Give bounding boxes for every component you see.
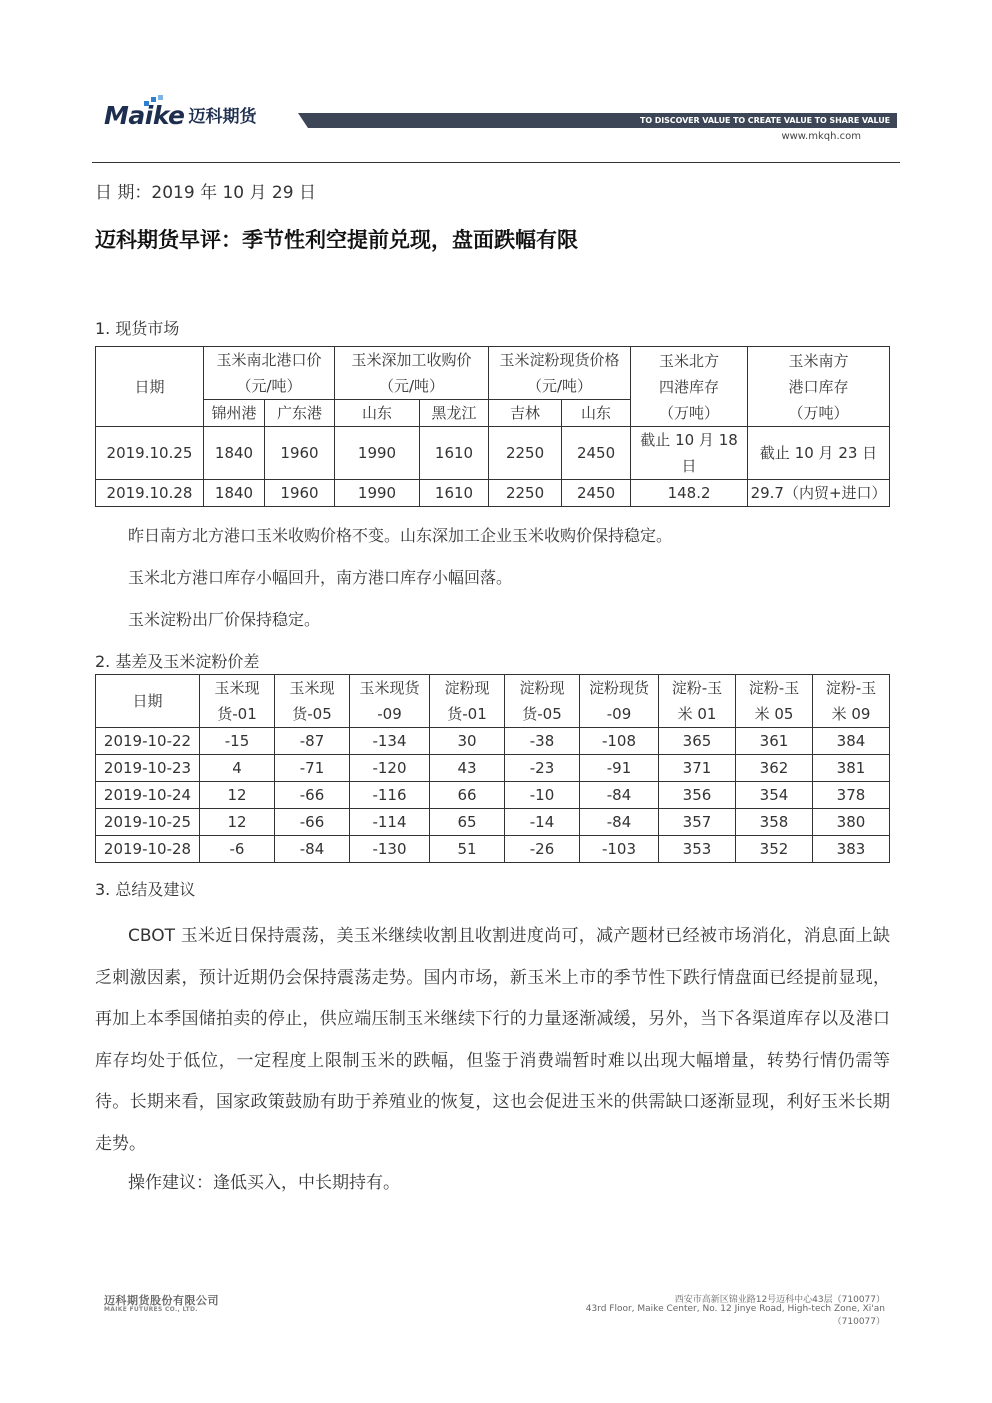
header-cell: 日期 [96, 347, 204, 427]
value-cell: -14 [505, 809, 580, 836]
date-cell: 2019-10-25 [96, 809, 200, 836]
header-cell [335, 347, 489, 400]
header-line: 玉米北方 [659, 351, 720, 370]
value-cell: 30 [430, 728, 505, 755]
value-cell: 2450 [562, 480, 631, 507]
table-row [96, 836, 890, 863]
value-cell: 371 [659, 755, 736, 782]
paragraph: 昨日南方北方港口玉米收购价格不变。山东深加工企业玉米收购价保持稳定。 [128, 526, 673, 545]
value-cell: 2250 [489, 480, 562, 507]
value-cell: 365 [659, 728, 736, 755]
value-cell: 378 [813, 782, 890, 809]
value-cell: -84 [580, 809, 659, 836]
value-cell: -26 [505, 836, 580, 863]
header-line: 淀粉现 [444, 679, 490, 697]
value-cell: 381 [813, 755, 890, 782]
value-cell: 1840 [204, 480, 265, 507]
report-date: 日 期：2019 年 10 月 29 日 [95, 183, 316, 203]
header-cell [813, 675, 890, 728]
table-header-row [96, 347, 890, 400]
value-cell: -66 [275, 809, 350, 836]
table-row [96, 809, 890, 836]
header-line: 玉米现 [289, 679, 335, 697]
value-cell: 1960 [265, 480, 335, 507]
header-line: 米 01 [677, 705, 717, 723]
header-line: 淀粉-玉 [671, 679, 723, 697]
header-cell [350, 675, 430, 728]
basis-table-body [96, 728, 890, 863]
slogan-text: TO DISCOVER VALUE TO CREATE VALUE TO SHARE VALUE [639, 116, 890, 125]
subheader-cell: 吉林 [489, 400, 562, 427]
header-line: （元/吨） [527, 377, 593, 395]
header-line: 淀粉现货 [588, 679, 649, 697]
value-cell: 1960 [265, 427, 335, 480]
value-cell: 2250 [489, 427, 562, 480]
website-url: www.mkqh.com [781, 131, 861, 142]
value-cell: 358 [736, 809, 813, 836]
value-cell: 4 [200, 755, 275, 782]
header-line: 玉米南北港口价 [216, 351, 322, 369]
value-cell: 383 [813, 836, 890, 863]
value-cell: -103 [580, 836, 659, 863]
logo-wordmark: Maike [104, 101, 185, 130]
logo-chinese-name: 迈科期货 [188, 107, 257, 127]
value-cell: 1610 [420, 427, 489, 480]
value-cell: -71 [275, 755, 350, 782]
value-cell: 352 [736, 836, 813, 863]
table-row [96, 782, 890, 809]
value-cell: -108 [580, 728, 659, 755]
header-line: 淀粉-玉 [748, 679, 800, 697]
header-line: 米 09 [831, 705, 871, 723]
value-cell: 361 [736, 728, 813, 755]
value-cell: -38 [505, 728, 580, 755]
report-title: 迈科期货早评：季节性利空提前兑现，盘面跌幅有限 [95, 228, 578, 252]
value-cell: -10 [505, 782, 580, 809]
value-cell: 356 [659, 782, 736, 809]
value-cell: 1990 [335, 480, 420, 507]
subheader-cell: 广东港 [265, 400, 335, 427]
header-line: （万吨） [788, 403, 849, 422]
header-line: （万吨） [659, 403, 720, 422]
table-row [96, 755, 890, 782]
subheader-cell: 黑龙江 [420, 400, 489, 427]
value-cell: 43 [430, 755, 505, 782]
company-logo [104, 100, 257, 130]
date-cell: 2019-10-28 [96, 836, 200, 863]
footer-address-cn: 西安市高新区锦业路12号迈科中心43层（710077） [674, 1295, 885, 1305]
basis-spread-table [95, 674, 890, 863]
value-cell: 29.7（内贸+进口） [748, 480, 890, 507]
value-cell: 380 [813, 809, 890, 836]
value-cell: 65 [430, 809, 505, 836]
subheader-cell: 山东 [335, 400, 420, 427]
section-heading-spot-market: 1. 现货市场 [95, 319, 180, 338]
value-cell: -87 [275, 728, 350, 755]
trading-advice: 操作建议：逢低买入，中长期持有。 [128, 1173, 400, 1193]
header-line: 淀粉-玉 [825, 679, 877, 697]
table-row [96, 728, 890, 755]
header-line: 四港库存 [659, 377, 720, 396]
header-cell [659, 675, 736, 728]
footer-address-en: 43rd Floor, Maike Center, No. 12 Jinye Road, High-tech Zone, Xi'an（710077） [585, 1304, 885, 1327]
subheader-cell: 山东 [562, 400, 631, 427]
header-line: -09 [606, 705, 632, 723]
footer-company-en: MAIKE FUTURES CO., LTD. [104, 1306, 198, 1313]
section-heading-summary: 3. 总结及建议 [95, 880, 196, 899]
value-cell: -66 [275, 782, 350, 809]
value-cell: -23 [505, 755, 580, 782]
value-cell: -120 [350, 755, 430, 782]
value-cell: -116 [350, 782, 430, 809]
cell-line: 截止 10 月 18 [640, 431, 738, 449]
value-cell [631, 427, 748, 480]
value-cell: 354 [736, 782, 813, 809]
value-cell: 1990 [335, 427, 420, 480]
value-cell: -130 [350, 836, 430, 863]
value-cell: 357 [659, 809, 736, 836]
value-cell: 2450 [562, 427, 631, 480]
header-cell: 日期 [96, 675, 200, 728]
header-cell [736, 675, 813, 728]
footer-company-cn: 迈科期货股份有限公司 [104, 1294, 219, 1307]
value-cell: 362 [736, 755, 813, 782]
header-cell [505, 675, 580, 728]
value-cell: -84 [275, 836, 350, 863]
value-cell: 148.2 [631, 480, 748, 507]
value-cell: -6 [200, 836, 275, 863]
value-cell: 截止 10 月 23 日 [748, 427, 890, 480]
value-cell: 51 [430, 836, 505, 863]
header-line: 货-01 [217, 705, 257, 723]
header-line: 玉米南方 [788, 351, 849, 370]
header-cell [748, 347, 890, 427]
value-cell: -91 [580, 755, 659, 782]
header-cell [275, 675, 350, 728]
section-heading-basis: 2. 基差及玉米淀粉价差 [95, 652, 260, 671]
header-cell [430, 675, 505, 728]
header-line: 货-01 [447, 705, 487, 723]
header-line: （元/吨） [378, 377, 445, 395]
date-cell: 2019.10.25 [96, 427, 204, 480]
value-cell: 12 [200, 782, 275, 809]
table-row [96, 427, 890, 480]
header-line: （元/吨） [236, 377, 302, 395]
subheader-cell: 锦州港 [204, 400, 265, 427]
spot-market-table [95, 346, 890, 507]
header-line: 玉米深加工收购价 [351, 351, 472, 369]
header-line: 玉米现货 [359, 679, 420, 697]
value-cell: 66 [430, 782, 505, 809]
value-cell: -15 [200, 728, 275, 755]
paragraph: 玉米淀粉出厂价保持稳定。 [128, 610, 321, 629]
header-divider [92, 162, 900, 163]
header-cell [489, 347, 631, 400]
date-cell: 2019-10-24 [96, 782, 200, 809]
header-cell [580, 675, 659, 728]
value-cell: -134 [350, 728, 430, 755]
header-line: 港口库存 [788, 377, 849, 396]
date-cell: 2019.10.28 [96, 480, 204, 507]
date-cell: 2019-10-22 [96, 728, 200, 755]
header-cell [200, 675, 275, 728]
value-cell: 384 [813, 728, 890, 755]
cell-line: 日 [681, 457, 697, 475]
table-header-row [96, 675, 890, 728]
header-line: 玉米现 [214, 679, 260, 697]
value-cell: 12 [200, 809, 275, 836]
value-cell: 1840 [204, 427, 265, 480]
header-line: 淀粉现 [519, 679, 565, 697]
header-line: 货-05 [522, 705, 562, 723]
header-line: 货-05 [292, 705, 332, 723]
value-cell: -84 [580, 782, 659, 809]
paragraph: 玉米北方港口库存小幅回升，南方港口库存小幅回落。 [128, 568, 513, 587]
value-cell: 1610 [420, 480, 489, 507]
summary-paragraph: CBOT 玉米近日保持震荡，美玉米继续收割且收割进度尚可，减产题材已经被市场消化，消息面上缺乏刺激因素，预计近期仍会保持震荡走势。国内市场，新玉米上市的季节性下跌行情盘面已经提前显现，再加上本季国储拍卖的停止，供应端压制玉米继续下行的力量逐渐减缓，另外，当下各渠道库存以及港口库存均处于低位，一定程度上限制玉米的跌幅，但鉴于消费端暂时难以出现大幅增量，转势行情仍需等待。长期来看，国家政策鼓励有助于养殖业的恢复，这也会促进玉米的供需缺口逐渐显现，利好玉米长期走势。 [95, 926, 890, 1154]
table-row [96, 480, 890, 507]
value-cell: 353 [659, 836, 736, 863]
header-line: 米 05 [754, 705, 794, 723]
header-line: 玉米淀粉现货价格 [499, 351, 620, 369]
header-line: -09 [377, 705, 402, 723]
header-cell [631, 347, 748, 427]
date-cell: 2019-10-23 [96, 755, 200, 782]
header-cell [204, 347, 335, 400]
value-cell: -114 [350, 809, 430, 836]
